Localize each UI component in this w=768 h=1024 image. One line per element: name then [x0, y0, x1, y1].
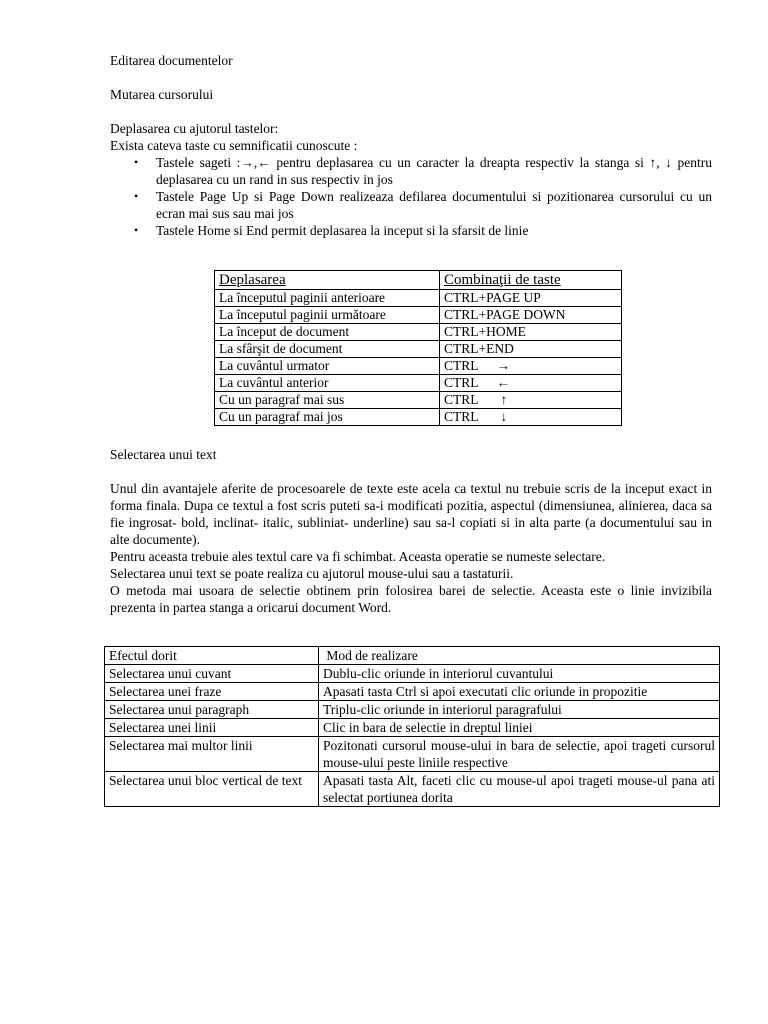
table-cell: La cuvântul urmator	[215, 358, 440, 375]
table-cell: CTRL+END	[440, 341, 622, 358]
table-cell	[440, 358, 622, 375]
bullet-text: Tastele Home si End permit deplasarea la inceput si la sfarsit de linie	[156, 223, 529, 238]
shortcut-table	[214, 270, 622, 426]
key-label: CTRL	[444, 375, 479, 390]
table-row	[215, 375, 622, 392]
arrow-up-icon: ↑	[500, 392, 508, 407]
table-row	[215, 392, 622, 409]
arrow-right-icon: →	[496, 358, 511, 373]
table-row	[105, 772, 720, 807]
table-header-row	[215, 271, 622, 290]
bullet-item	[110, 154, 712, 188]
arrow-down-icon: ↓	[500, 409, 508, 424]
table-cell: Cu un paragraf mai sus	[215, 392, 440, 409]
table-cell: Dublu-clic oriunde in interiorul cuvantului	[319, 665, 720, 683]
heading-selection: Selectarea unui text	[110, 447, 217, 462]
table-header-row	[105, 647, 720, 665]
bullet-item	[110, 222, 712, 239]
table-cell: Apasati tasta Ctrl si apoi executati clic oriunde in propozitie	[319, 683, 720, 701]
table-row	[215, 341, 622, 358]
table-cell: Cu un paragraf mai jos	[215, 409, 440, 426]
table-row	[105, 683, 720, 701]
bullet-icon: •	[134, 155, 139, 169]
key-label: CTRL	[444, 358, 479, 373]
table-row	[215, 409, 622, 426]
table-cell: Selectarea unei fraze	[105, 683, 319, 701]
column-header: Efectul dorit	[105, 647, 319, 665]
table-cell: La cuvântul anterior	[215, 375, 440, 392]
table-cell: Selectarea unui paragraph	[105, 701, 319, 719]
table-cell	[440, 409, 622, 426]
paragraph: Selectarea unui text se poate realiza cu ajutorul mouse-ului sau a tastaturii.	[110, 566, 514, 581]
bullet-icon: •	[134, 189, 139, 203]
paragraph: Unul din avantajele aferite de procesoarele de texte este acela ca textul nu trebuie scris de la inceput exact in forma finala. Dupa ce textul a fost scris puteti sa-i modificati pozitia, aspectul (dimensiunea, alinierea, daca sa fie ingrosat- bold, inclinat- italic, subliniat- underline) sau sa-l copiati si in alta parte (a documentului sau in alte documente).	[110, 481, 712, 547]
table-row	[215, 290, 622, 307]
column-header: Mod de realizare	[319, 647, 720, 665]
keys-bullet-list	[110, 154, 712, 239]
table-cell: Selectarea mai multor linii	[105, 737, 319, 772]
intro-line-2: Exista cateva taste cu semnificatii cunoscute :	[110, 138, 358, 153]
paragraph: Pentru aceasta trebuie ales textul care va fi schimbat. Aceasta operatie se numeste selectare.	[110, 549, 606, 564]
table-cell	[440, 375, 622, 392]
table-row	[105, 665, 720, 683]
table-row	[105, 719, 720, 737]
table-row	[215, 358, 622, 375]
table-cell: La începutul paginii următoare	[215, 307, 440, 324]
document-page	[110, 52, 712, 239]
selection-table	[104, 646, 720, 807]
table-cell: Selectarea unei linii	[105, 719, 319, 737]
heading-editing: Editarea documentelor	[110, 53, 233, 68]
table-cell: La începutul paginii anterioare	[215, 290, 440, 307]
table-cell: Triplu-clic oriunde in interiorul paragrafului	[319, 701, 720, 719]
table-cell: Apasati tasta Alt, faceti clic cu mouse-ul apoi trageti mouse-ul pana ati selectat portiunea dorita	[319, 772, 720, 807]
column-header: Deplasarea	[215, 271, 440, 290]
table-cell: La sfârşit de document	[215, 341, 440, 358]
table-cell: Pozitonati cursorul mouse-ului in bara de selectie, apoi trageti cursorul mouse-ului peste liniile respective	[319, 737, 720, 772]
key-label: CTRL	[444, 392, 479, 407]
bullet-text: Tastele Page Up si Page Down realizeaza defilarea documentului si pozitionarea cursorului cu un ecran mai sus sau mai jos	[156, 189, 712, 221]
table-cell: Selectarea unui cuvant	[105, 665, 319, 683]
intro-line-1: Deplasarea cu ajutorul tastelor:	[110, 121, 279, 136]
key-label: CTRL	[444, 409, 479, 424]
table-row	[105, 737, 720, 772]
table-row	[105, 701, 720, 719]
heading-cursor: Mutarea cursorului	[110, 87, 214, 102]
bullet-icon: •	[134, 223, 139, 237]
bullet-text: Tastele sageti :→,← pentru deplasarea cu un caracter la dreapta respectiv la stanga si ↑, ↓ pentru deplasarea cu un rand in sus respectiv in jos	[156, 155, 712, 187]
column-header: Combinaţii de taste	[440, 271, 622, 290]
table-cell: Clic in bara de selectie in dreptul liniei	[319, 719, 720, 737]
selection-text-block	[110, 480, 712, 616]
arrow-left-icon: ←	[496, 375, 511, 390]
table-row	[215, 307, 622, 324]
table-cell: CTRL+PAGE DOWN	[440, 307, 622, 324]
table-row	[215, 324, 622, 341]
table-cell: Selectarea unui bloc vertical de text	[105, 772, 319, 807]
table-cell: La început de document	[215, 324, 440, 341]
bullet-item	[110, 188, 712, 222]
table-cell: CTRL+HOME	[440, 324, 622, 341]
table-cell	[440, 392, 622, 409]
table-cell: CTRL+PAGE UP	[440, 290, 622, 307]
paragraph: O metoda mai usoara de selectie obtinem prin folosirea barei de selectie. Aceasta este o linie invizibila prezenta in partea stanga a oricarui document Word.	[110, 583, 712, 615]
